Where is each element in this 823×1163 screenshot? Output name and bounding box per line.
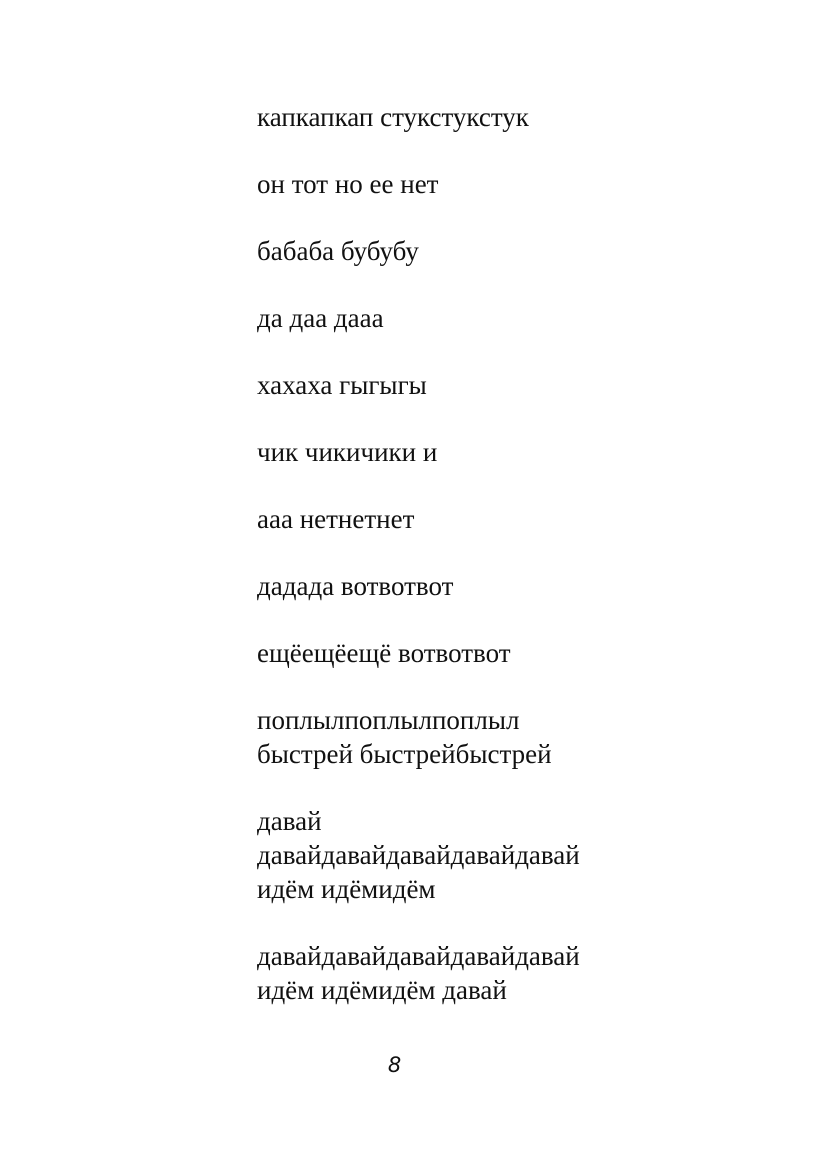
stanza — [257, 100, 777, 134]
poem-line: ааа нетнетнет — [257, 504, 415, 534]
stanza — [257, 569, 777, 603]
stanza — [257, 703, 777, 771]
poem-line: бабаба бубубу — [257, 236, 419, 266]
stanza — [257, 368, 777, 402]
poem-line: идём идёмидём — [257, 874, 436, 904]
stanza — [257, 435, 777, 469]
poem-line: капкапкап стукстукстук — [257, 102, 529, 132]
stanza — [257, 804, 777, 906]
poem-line: он тот но ее нет — [257, 169, 439, 199]
poem-text — [257, 100, 777, 1040]
poem-line: давайдавайдавайдавайдавай — [257, 941, 580, 971]
stanza — [257, 301, 777, 335]
poem-line: хахаха гыгыгы — [257, 370, 427, 400]
stanza — [257, 939, 777, 1007]
poem-line: быстрей быстрейбыстрей — [257, 739, 552, 769]
poem-line: чик чикичики и — [257, 437, 438, 467]
poem-line: поплылпоплылпоплыл — [257, 705, 520, 735]
poem-line: дадада вотвотвот — [257, 571, 454, 601]
poem-line: давай — [257, 806, 322, 836]
poem-line: да даа дааа — [257, 303, 384, 333]
poem-line: давайдавайдавайдавайдавай — [257, 840, 580, 870]
stanza — [257, 234, 777, 268]
stanza — [257, 167, 777, 201]
poem-line: ещёещёещё вотвотвот — [257, 638, 511, 668]
poem-line: идём идёмидём давай — [257, 975, 507, 1005]
page-number: 8 — [387, 1053, 402, 1077]
stanza — [257, 636, 777, 670]
stanza — [257, 502, 777, 536]
